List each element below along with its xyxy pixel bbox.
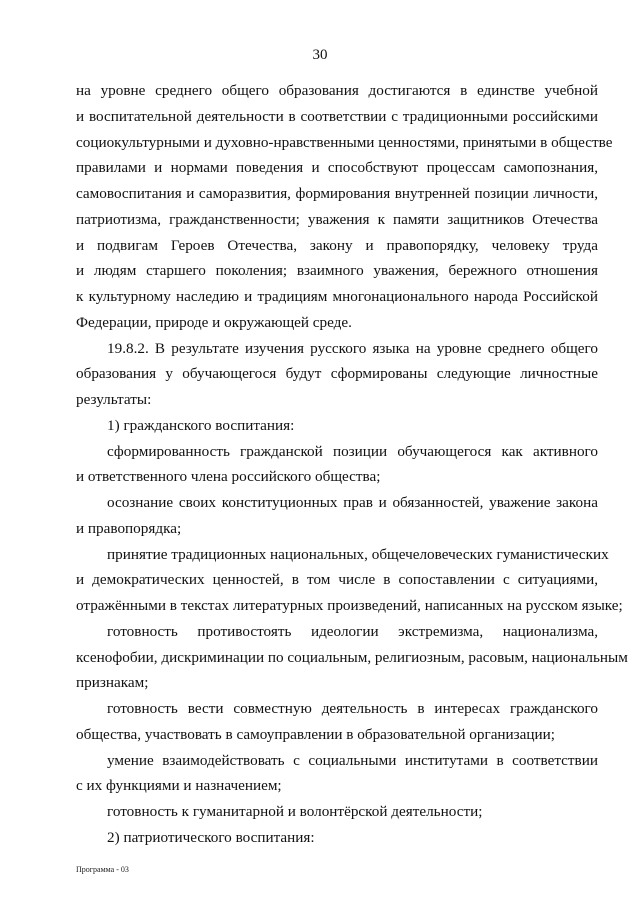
text-line: к культурному наследию и традициям многонационального народа Российской	[76, 288, 598, 305]
text-line: отражёнными в текстах литературных произведений, написанных на русском языке;	[76, 597, 623, 614]
text-line: самовоспитания и саморазвития, формирования внутренней позиции личности,	[76, 185, 598, 202]
text-line: готовность противостоять идеологии экстремизма, национализма,	[107, 622, 598, 640]
text-line: готовность вести совместную деятельность в интересах гражданского	[107, 700, 598, 717]
text-line: и воспитательной деятельности в соответствии с традиционными российскими	[76, 107, 598, 125]
text-line: с их функциями и назначением;	[76, 777, 282, 795]
text-line: социокультурными и духовно-нравственными ценностями, принятыми в обществе	[76, 133, 613, 151]
text-line: принятие традиционных национальных, общечеловеческих гуманистических	[107, 545, 609, 563]
text-line: Федерации, природе и окружающей среде.	[76, 313, 352, 331]
text-line: осознание своих конституционных прав и обязанностей, уважение закона	[107, 494, 598, 511]
text-line: готовность к гуманитарной и волонтёрской деятельности;	[107, 803, 483, 820]
text-line: и демократических ценностей, в том числе в сопоставлении с ситуациями,	[76, 571, 598, 589]
text-line: 2) патриотического воспитания:	[107, 828, 315, 846]
text-line: и людям старшего поколения; взаимного уважения, бережного отношения	[76, 262, 598, 280]
text-line: на уровне среднего общего образования достигаются в единстве учебной	[76, 82, 598, 99]
text-line: и подвигам Героев Отечества, закону и правопорядку, человеку труда	[76, 236, 598, 254]
text-line: образования у обучающегося будут сформированы следующие личностные	[76, 365, 598, 383]
text-line: результаты:	[76, 391, 152, 408]
page-number: 30	[312, 47, 328, 63]
text-line: 19.8.2. В результате изучения русского языка на уровне среднего общего	[107, 339, 598, 357]
text-line: 1) гражданского воспитания:	[107, 416, 295, 434]
text-line: патриотизма, гражданственности; уважения к памяти защитников Отечества	[76, 210, 598, 228]
text-line: умение взаимодействовать с социальными институтами в соответствии	[107, 751, 598, 769]
text-line: правилами и нормами поведения и способствуют процессам самопознания,	[76, 159, 598, 177]
footer-label: Программа - 03	[76, 865, 129, 874]
text-line: ксенофобии, дискриминации по социальным, религиозным, расовым, национальным	[76, 648, 628, 666]
text-line: сформированность гражданской позиции обучающегося как активного	[107, 442, 598, 460]
text-line: общества, участвовать в самоуправлении в образовательной организации;	[76, 725, 556, 743]
text-line: и правопорядка;	[76, 519, 182, 537]
text-line: и ответственного члена российского общества;	[76, 468, 381, 486]
text-line: признакам;	[76, 674, 149, 692]
